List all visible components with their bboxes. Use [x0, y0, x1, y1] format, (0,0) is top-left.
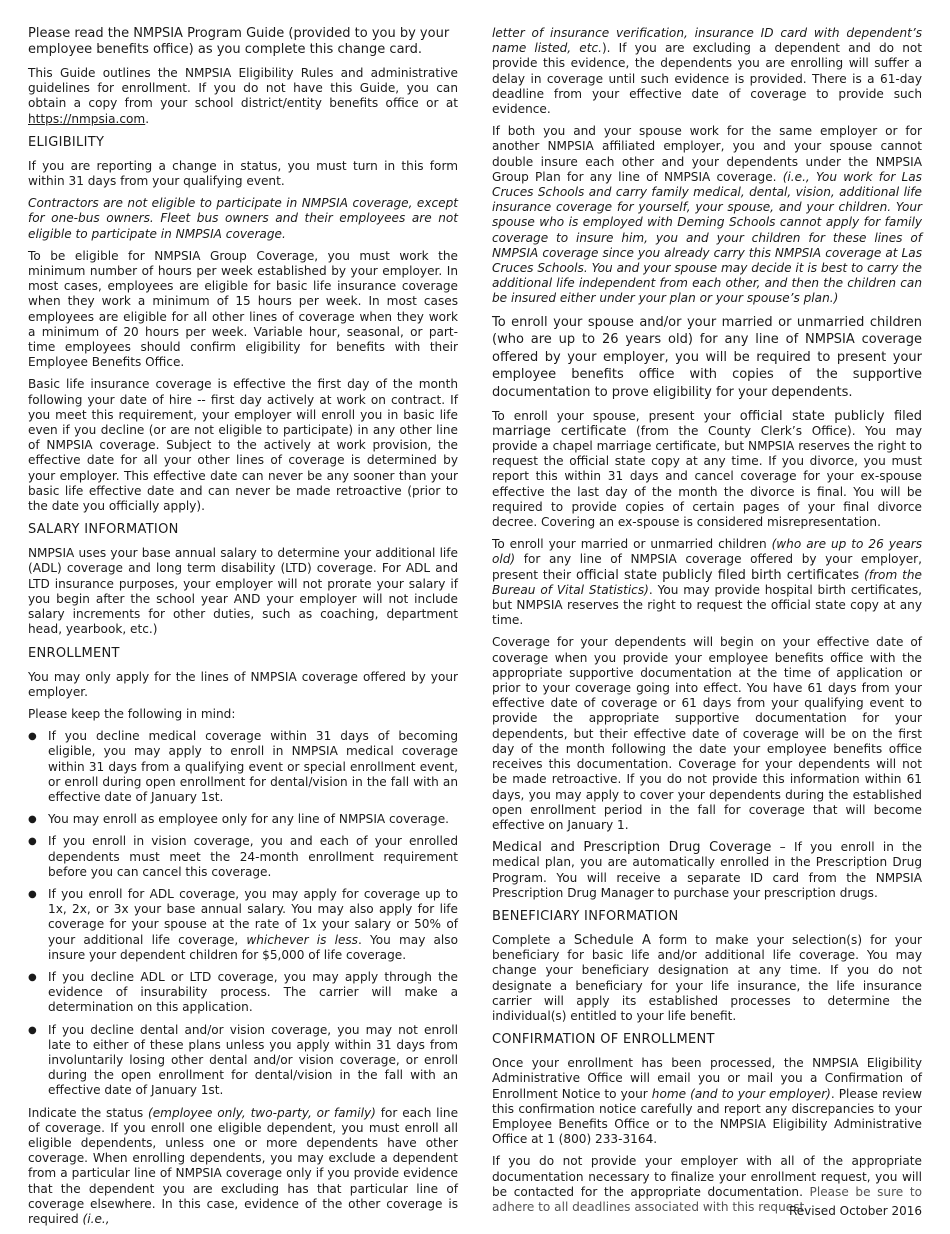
eligibility-paragraph-1: If you are reporting a change in status, you must turn in this form within 31 days from your qualifying event.: [28, 158, 458, 189]
eligibility-paragraph-4: Basic life insurance coverage is effective the first day of the month following your date of hire -- first day actively at work on contract. If you meet this requirement, your employer will enroll you in basic life even if you decline (or are not eligible to participate) in any other line of NMPSIA coverage. Subject to the actively at work provision, the effective date for all your other lines of coverage is determined by your employer. This effective date can never be any sooner than your basic life effective date and can never be made retroactive (prior to the date you officially apply).: [28, 377, 458, 514]
list-item: ● You may enroll as employee only for any line of NMPSIA coverage.: [28, 812, 458, 827]
dependent-coverage-paragraph: Coverage for your dependents will begin on your effective date of coverage when you provide your employee benefits office with the appropriate supportive documentation at the time of application or prior to your coverage going into effect. You have 61 days from your effective date of coverage or 61 days from your qualifying event to provide the appropriate supportive documentation for your dependents, but their effective date of coverage will be on the first day of the month following the date your employee benefits office receives this documentation. Coverage for your dependents will not be made retroactive. If you do not provide this information within 61 days, you may apply to cover your dependents during the established open enrollment period in the fall for coverage that will become effective on January 1.: [492, 635, 922, 832]
enrollment-paragraph-2: Please keep the following in mind:: [28, 706, 236, 721]
continuation-paragraph: [492, 26, 922, 117]
children-text-end: . You may provide hospital birth certificates, but NMPSIA reserves the right to request the official state copy at any time.: [492, 582, 922, 628]
children-age-emphasis: (who are up to 26 years old): [492, 537, 923, 567]
schedule-a-text: Schedule A: [573, 932, 651, 948]
enroll-spouse-paragraph: To enroll your spouse and/or your married or unmarried children (who are up to 26 years old) for any line of NMPSIA coverage offered by your employer, you will be required to present your employee benefits office with copies of the supportive documentation to prove eligibility for your dependents.: [492, 314, 922, 401]
right-column: [492, 26, 922, 1222]
medical-title: Medical and Prescription Drug Coverage: [492, 840, 772, 856]
status-paragraph: [28, 1106, 458, 1228]
marriage-text-end: (from the County Clerk’s Office). You may provide a chapel marriage certificate, but NMPSIA reserves the right to request the official state copy at any time. If you divorce, you must report this within 31 days and cancel coverage for your ex-spouse effective the last day of the month the divorce is final. You will be required to provide copies of certain pages of your final divorce decree. Covering an ex-spouse is considered misrepresentation.: [492, 423, 922, 530]
left-column: [28, 26, 458, 1234]
continuation-text: ). If you are excluding a dependent and do not provide this evidence, the dependents you are enrolling will suffer a delay in coverage until such evidence is provided. There is a 61-day deadline from your effective date of coverage to provide such evidence.: [492, 41, 922, 117]
confirmation-emphasis: home (and to your employer): [651, 1086, 831, 1101]
children-paragraph: [492, 537, 922, 628]
guide-end: .: [145, 111, 150, 126]
beneficiary-heading: BENEFICIARY INFORMATION: [492, 908, 679, 924]
deadline-note: Please be sure to adhere to all deadlines associated with this request.: [492, 1184, 922, 1214]
status-text: Indicate the status: [28, 1105, 149, 1120]
beneficiary-paragraph: [492, 933, 922, 1024]
list-item: ● If you enroll in vision coverage, you and each of your enrolled dependents must meet the 24-month enrollment requirement before you can cancel this coverage.: [28, 834, 458, 880]
guide-text: This Guide outlines the NMPSIA Eligibility Rules and administrative guidelines for enrollment. If you do not have this Guide, you can obtain a copy from your school district/entity benefits office or at: [28, 66, 458, 111]
bullet4-emphasis: whichever is less: [246, 932, 358, 947]
marriage-text: To enroll your spouse, present your: [492, 408, 740, 423]
revision-footer: Revised October 2016: [788, 1204, 922, 1218]
spouse-paragraph: [492, 124, 922, 306]
children-text-mid: for any line of NMPSIA coverage offered by your employer, present their: [492, 552, 922, 582]
guide-paragraph: [28, 66, 458, 127]
status-emphasis-end: (i.e.,: [82, 1212, 110, 1226]
marriage-certificate-text: official state publicly filed marriage certificate: [492, 408, 922, 439]
salary-paragraph: NMPSIA uses your base annual salary to determine your additional life (ADL) coverage and long term disability (LTD) coverage. For ADL and LTD insurance purposes, your employer will not prorate your salary if you begin after the school year AND your employer will not include salary increments for other duties, such as coaching, department head, yearbook, etc.): [28, 546, 458, 637]
list-item: ● If you decline ADL or LTD coverage, you may apply through the evidence of insurability process. The carrier will make a determination on this application.: [28, 970, 458, 1016]
bullet4-text: If you enroll for ADL coverage, you may apply for coverage up to 1x, 2x, or 3x your base annual salary. You may also apply for life coverage for your spouse at the rate of 1x your salary or 50% of your additional life coverage,: [48, 886, 458, 947]
enrollment-heading: ENROLLMENT: [28, 645, 120, 661]
marriage-paragraph: [492, 409, 922, 531]
salary-heading: SALARY INFORMATION: [28, 522, 179, 538]
continuation-emphasis: letter of insurance verification, insurance ID card with dependent’s name listed, etc.: [492, 26, 922, 56]
beneficiary-text: Complete a: [492, 932, 574, 947]
birth-certificate-text: official state publicly filed birth certificates: [575, 567, 860, 583]
eligibility-paragraph-3: To be eligible for NMPSIA Group Coverage, you must work the minimum number of hours per week established by your employer. In most cases, employees are eligible for basic life insurance coverage when they work a minimum of 15 hours per week. In most cases employees are eligible for all other lines of coverage when they work a minimum of 20 hours per week. Variable hour, seasonal, or part-time employees should confirm eligibility for benefits with their Employee Benefits Office.: [28, 248, 458, 370]
list-item: ● If you decline dental and/or vision coverage, you may not enroll late to either of these plans unless you apply within 31 days from involuntarily losing other dental and/or vision coverage, or enroll during the open enrollment for dental/vision in the fall with an effective date of January 1st.: [28, 1023, 458, 1099]
enrollment-list: [28, 729, 458, 1098]
list-item: ● If you decline medical coverage within 31 days of becoming eligible, you may apply to enroll in NMPSIA medical coverage within 31 days from a qualifying event or special enrollment event, or enroll during open enrollment for dental/vision in the fall with an effective date of January 1st.: [28, 729, 458, 805]
bullet4-text-end: . You may also insure your dependent children for $5,000 of life coverage.: [48, 932, 458, 962]
confirmation-paragraph: [492, 1056, 922, 1147]
children-text: To enroll your married or unmarried children: [492, 537, 772, 552]
contractors-text: Contractors are not eligible to participate in NMPSIA coverage, except for one-bus owners. Fleet bus owners and their employees are not eligible to participate in NMPSIA coverage.: [28, 196, 458, 241]
bureau-emphasis: (from the Bureau of Vital Statistics): [492, 567, 922, 597]
status-text-mid: for each line of coverage. If you enroll one eligible dependent, you must enroll all eligible dependents, unless one or more dependents have other coverage. When enrolling dependents, you may exclude a dependent from a particular line of NMPSIA coverage only if you provide evidence that the dependent you are excluding has that particular line of coverage elsewhere. In this case, evidence of the other coverage is required: [28, 1105, 459, 1226]
final-text: If you do not provide your employer with all of the appropriate documentation necessary to finalize your enrollment request, you will be contacted for the appropriate documentation.: [492, 1154, 922, 1199]
spouse-text: If both you and your spouse work for the same employer or for another NMPSIA affiliated employer, you and your spouse cannot double insure each other and your dependents under the NMPSIA Group Plan for any line of NMPSIA coverage.: [492, 124, 922, 184]
confirmation-text-end: . Please review this confirmation notice carefully and report any discrepancies to your Employee Benefits Office or to the NMPSIA Eligibility Administrative Office at 1 (800) 233-3164.: [492, 1086, 923, 1147]
eligibility-heading: ELIGIBILITY: [28, 134, 105, 150]
medical-paragraph: [492, 840, 922, 901]
beneficiary-text-end: form to make your selection(s) for your beneficiary for basic life and/or additional life coverage. You may change your beneficiary designation at any time. If you do not designate a beneficiary for your life insurance, the life insurance carrier will apply its established processes to determine the individual(s) entitled to your life benefit.: [492, 932, 923, 1023]
confirmation-text: Once your enrollment has been processed, the NMPSIA Eligibility Administrative Office will email you or mail you a Confirmation of Enrollment Notice to your: [492, 1056, 922, 1101]
nmpsia-link[interactable]: https://nmpsia.com: [28, 111, 146, 126]
intro-text: Please read the NMPSIA Program Guide (provided to you by your employee benefits office) as you complete this change card.: [28, 26, 450, 57]
enrollment-paragraph-1: You may only apply for the lines of NMPSIA coverage offered by your employer.: [28, 669, 458, 699]
eligibility-paragraph-2: [28, 196, 458, 242]
medical-text: – If you enroll in the medical plan, you are automatically enrolled in the Prescription Drug Program. You will receive a separate ID card from the NMPSIA Prescription Drug Manager to purchase your prescription drugs.: [492, 840, 922, 900]
list-item: [28, 887, 458, 963]
status-emphasis: (employee only, two-party, or family): [148, 1105, 376, 1120]
spouse-example: (i.e., You work for Las Cruces Schools and carry family medical, dental, vision, additional life insurance coverage for yourself, your spouse, and your children. Your spouse who is employed with Deming Schools cannot apply for family coverage to insure him, you and your children for these lines of NMPSIA coverage since you already carry this NMPSIA coverage at Las Cruces Schools. You and your spouse may decide it is best to carry the additional life independent from each other, and then the children can be insured either under your plan or your spouse’s plan.): [492, 169, 922, 306]
confirmation-heading: CONFIRMATION OF ENROLLMENT: [492, 1032, 715, 1048]
